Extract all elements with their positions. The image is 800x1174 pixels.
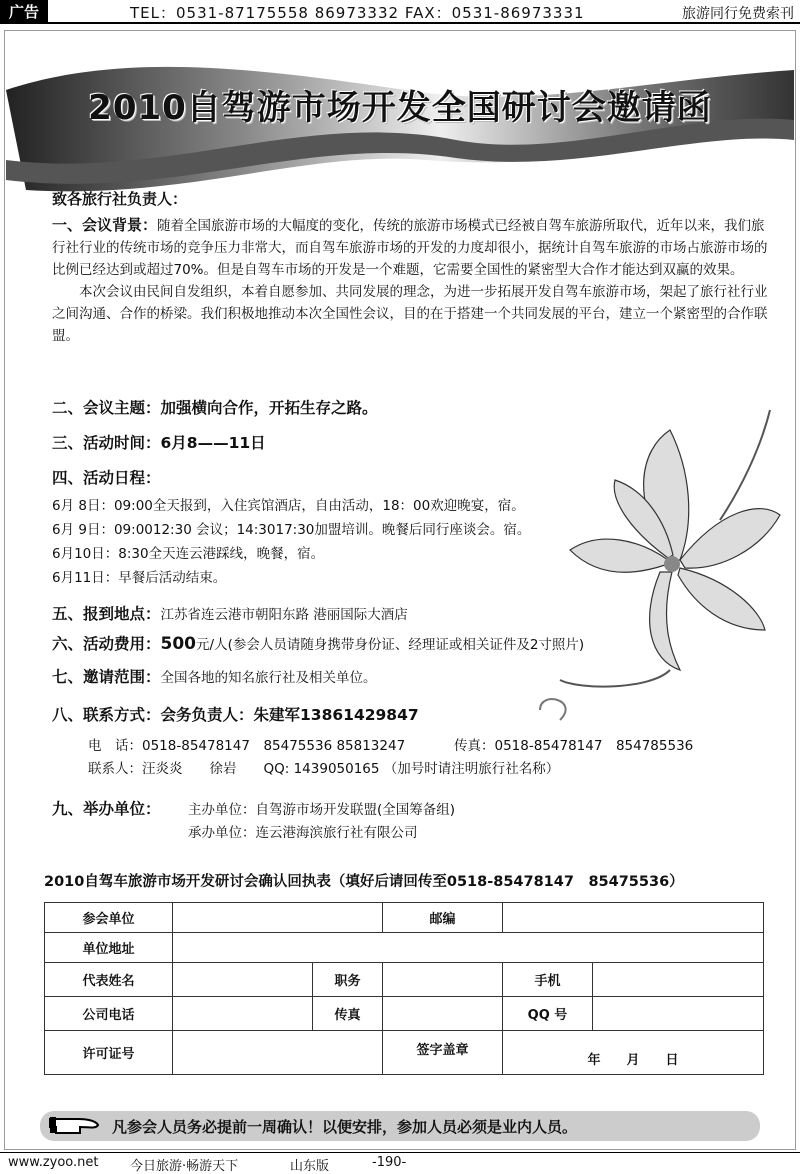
section-5-heading: 五、报到地点：	[52, 605, 161, 623]
license-label: 许可证号	[45, 1031, 173, 1075]
time-text: 6月8——11日	[160, 434, 266, 452]
qq-field[interactable]	[593, 997, 764, 1031]
license-field[interactable]	[173, 1031, 383, 1075]
fee-amount: 500	[160, 634, 197, 654]
schedule-item: 6月 9日：09:0012:30 会议；14:3017:30加盟培训。晚餐后同行座谈会。宿。	[52, 522, 531, 538]
mobile-label: 手机	[503, 963, 593, 997]
section-7-heading: 七、邀请范围：	[52, 668, 161, 686]
footer-bar	[0, 1152, 800, 1172]
address-label: 单位地址	[45, 933, 173, 963]
section-9	[52, 797, 161, 819]
section-3-heading: 三、活动时间：	[52, 434, 161, 452]
section-2-heading: 二、会议主题：	[52, 399, 161, 417]
postcode-label: 邮编	[383, 903, 503, 933]
section-6	[52, 632, 584, 654]
section-7	[52, 665, 377, 687]
background-paragraph	[52, 214, 772, 281]
pointing-hand-icon	[48, 1113, 100, 1137]
organizer-unit: 承办单位：连云港海滨旅行社有限公司	[188, 825, 418, 841]
organization-paragraph: 本次会议由民间自发组织，本着自愿参加、共同发展的理念，为进一步拓展开发自驾车旅游市场，架起了旅行社行业之间沟通、合作的桥梁。我们积极地推动本次全国性会议，目的在于搭建一个共同发展的平台，建立一个紧密型的合作联盟。	[52, 284, 768, 344]
footer-edition: 山东版	[290, 1159, 330, 1174]
section-9-heading: 九、举办单位：	[52, 800, 161, 818]
table-row	[45, 997, 764, 1031]
section-intro	[52, 188, 772, 347]
section-5	[52, 602, 408, 624]
footer-site: www.zyoo.net	[8, 1155, 99, 1170]
ad-tag: 广告	[0, 0, 48, 24]
date-field[interactable]: 年 月 日	[503, 1031, 764, 1075]
schedule-item: 6月11日：早餐后活动结束。	[52, 570, 227, 586]
table-row	[45, 963, 764, 997]
host-unit: 主办单位：自驾游市场开发联盟(全国筹备组)	[188, 802, 456, 818]
table-row	[45, 933, 764, 963]
section-6-heading: 六、活动费用：	[52, 635, 161, 653]
background-text: 随着全国旅游市场的大幅度的变化，传统的旅游市场模式已经被自驾车旅游所取代，近年以来，我们旅行社行业的传统市场的竞争压力非常大，而自驾车旅游市场的开发的力度却很小，据统计自驾车旅游的市场占旅游市场的比例已经达到或超过70%。但是自驾车市场的开发是一个难题，它需要全国性的紧密型大合作才能达到双赢的效果。	[52, 218, 768, 278]
venue-text: 江苏省连云港市朝阳东路 港丽国际大酒店	[160, 607, 408, 623]
phone-field[interactable]	[173, 997, 313, 1031]
fax-field[interactable]	[383, 997, 503, 1031]
section-4	[52, 466, 161, 488]
note-text: 凡参会人员务必提前一周确认！以便安排，参加人员必须是业内人员。	[112, 1118, 578, 1136]
unit-field[interactable]	[173, 903, 383, 933]
schedule-item: 6月 8日：09:00全天报到，入住宾馆酒店，自由活动，18：00欢迎晚宴，宿。	[52, 498, 525, 514]
table-row	[45, 1031, 764, 1075]
phone-label: 公司电话	[45, 997, 173, 1031]
rep-label: 代表姓名	[45, 963, 173, 997]
rep-field[interactable]	[173, 963, 313, 997]
footer-slogan: 今日旅游·畅游天下	[130, 1159, 239, 1174]
page-number: -190-	[372, 1155, 407, 1170]
postcode-field[interactable]	[503, 903, 764, 933]
contact-fax: 传真：0518-85478147 854785536	[454, 738, 694, 754]
position-field[interactable]	[383, 963, 503, 997]
position-label: 职务	[313, 963, 383, 997]
contact-phone: 电 话：0518-85478147 85475536 85813247	[88, 738, 406, 754]
top-slogan: 旅游同行免费索刊	[682, 6, 794, 22]
address-field[interactable]	[173, 933, 764, 963]
contact-person: 联系人：汪炎炎 徐岩 QQ: 1439050165 （加号时请注明旅行社名称）	[88, 761, 560, 777]
scope-text: 全国各地的知名旅行社及相关单位。	[160, 670, 377, 686]
mobile-field[interactable]	[593, 963, 764, 997]
schedule-list	[52, 494, 530, 590]
section-8	[52, 703, 419, 725]
page-title: 2010自驾游市场开发全国研讨会邀请函	[88, 88, 712, 128]
theme-text: 加强横向合作，开拓生存之路。	[160, 399, 378, 417]
qq-label: QQ 号	[503, 997, 593, 1031]
section-1-heading: 一、会议背景：	[52, 216, 158, 234]
unit-label: 参会单位	[45, 903, 173, 933]
fax-label: 传真	[313, 997, 383, 1031]
table-row	[45, 903, 764, 933]
top-bar	[0, 0, 800, 24]
registration-form	[44, 902, 764, 1075]
greeting: 致各旅行社负责人：	[52, 190, 188, 208]
fee-text: 元/人(参会人员请随身携带身份证、经理证或相关证件及2寸照片)	[196, 637, 585, 653]
contact-line: TEL：0531-87175558 86973332 FAX：0531-86973331	[130, 4, 585, 22]
schedule-item: 6月10日：8:30全天连云港踩线，晚餐，宿。	[52, 546, 325, 562]
section-4-heading: 四、活动日程：	[52, 469, 161, 487]
lily-flower-illustration	[520, 390, 790, 730]
contact-lead: 会务负责人：朱建军13861429847	[160, 706, 419, 724]
form-title: 2010自驾车旅游市场开发研讨会确认回执表（填好后请回传至0518-85478147 85475536）	[44, 874, 684, 890]
sign-label: 签字盖章	[383, 1031, 503, 1075]
section-2	[52, 396, 378, 418]
section-8-heading: 八、联系方式：	[52, 706, 161, 724]
section-3	[52, 431, 266, 453]
